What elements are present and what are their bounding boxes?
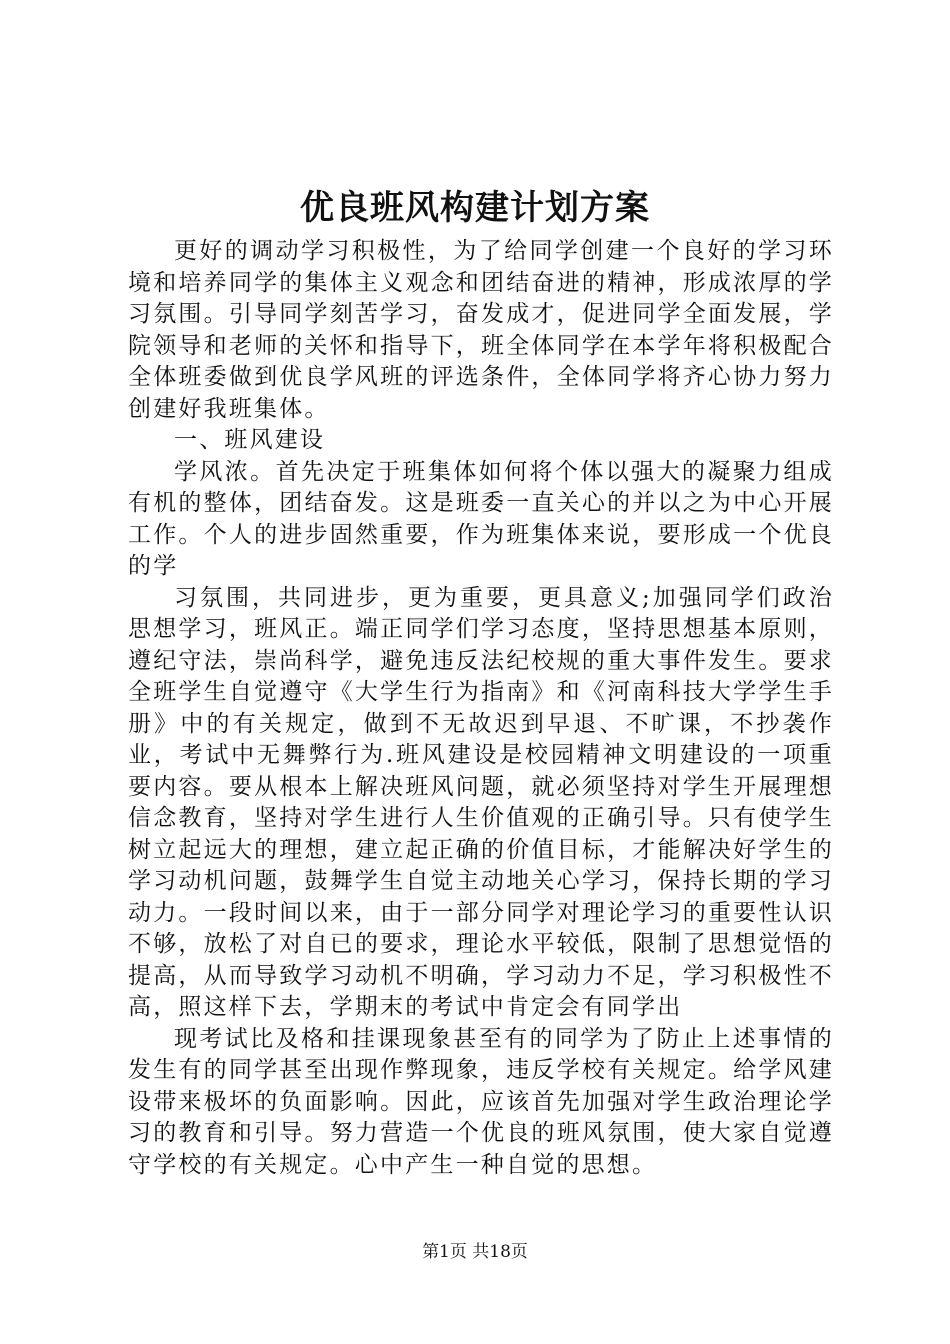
paragraph-intro: 更好的调动学习积极性，为了给同学创建一个良好的学习环境和培养同学的集体主义观念和团结奋进的精神，形成浓厚的学习氛围。引导同学刻苦学习，奋发成才，促进同学全面发展，学院领导和老师的关怀和指导下，班全体同学在本学年将积极配合全体班委做到优良学风班的评选条件，全体同学将齐心协力努力创建好我班集体。 [128,238,834,422]
paragraph-exam-issues: 现考试比及格和挂课现象甚至有的同学为了防止上述事情的发生有的同学甚至出现作弊现象，违反学校有关规定。给学风建设带来极坏的负面影响。因此，应该首先加强对学生政治理论学习的教育和引导。努力营造一个优良的班风氛围，使大家自觉遵守学校的有关规定。心中产生一种自觉的思想。 [128,1025,834,1178]
page-number-footer: 第1页 共18页 [422,1242,528,1262]
section-heading: 一、班风建设 [174,427,326,453]
page-title: 优良班风构建计划方案 [300,188,650,228]
paragraph-class-style: 习氛围，共同进步，更为重要，更具意义;加强同学们政治思想学习，班风正。端正同学们学习态度，坚持思想基本原则，遵纪守法，崇尚科学，避免违反法纪校规的重大事件发生。要求全班学生自觉遵守《大学生行为指南》和《河南科技大学学生手册》中的有关规定，做到不无故迟到早退、不旷课，不抄袭作业，考试中无舞弊行为.班风建设是校园精神文明建设的一项重要内容。要从根本上解决班风问题，就必须坚持对学生开展理想信念教育，坚持对学生进行人生价值观的正确引导。只有使学生树立起远大的理想，建立起正确的价值目标，才能解决好学生的学习动机问题，鼓舞学生自觉主动地关心学习，保持长期的学习动力。一段时间以来，由于一部分同学对理论学习的重要性认识不够，放松了对自已的要求，理论水平较低，限制了思想觉悟的提高，从而导致学习动机不明确，学习动力不足，学习积极性不高，照这样下去，学期末的考试中肯定会有同学出 [128,584,834,1020]
document-body [128,236,834,1181]
paragraph-study-atmosphere: 学风浓。首先决定于班集体如何将个体以强大的凝聚力组成有机的整体，团结奋发。这是班委一直关心的并以之为中心开展工作。个人的进步固然重要，作为班集体来说，要形成一个优良的学 [128,458,834,579]
